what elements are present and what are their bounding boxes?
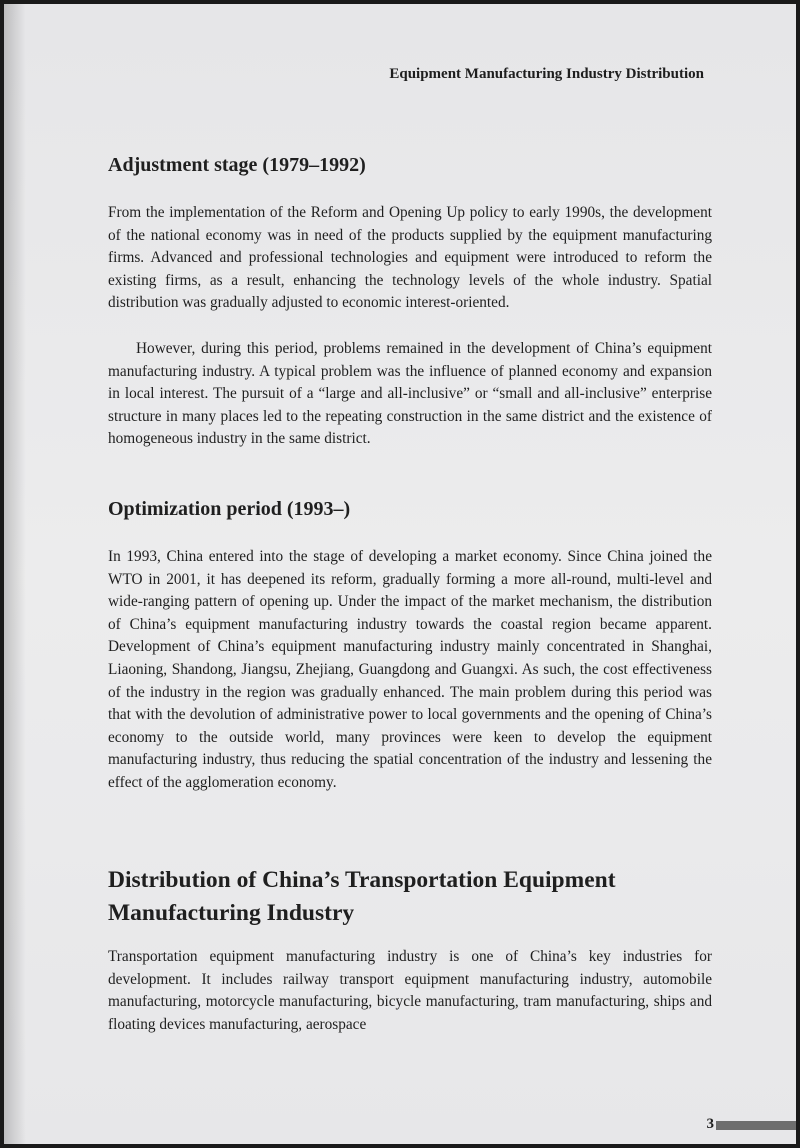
- paragraph-transportation-1: Transportation equipment manufacturing industry is one of China’s key industries for development. It includes railway transport equipment manufacturing industry, automobile manufacturing, motorcycle manufacturing, bicycle manufacturing, tram manufacturing, ships and floating devices manufacturing, aerospace: [108, 948, 712, 1033]
- section-heading-optimization-period: Optimization period (1993–): [108, 498, 351, 520]
- page-number-tab: [716, 1121, 796, 1130]
- paragraph-adjustment-2: However, during this period, problems remained in the development of China’s equipment manufacturing industry. A typical problem was the influence of planned economy and expansion in local interest. The pursuit of a “large and all-inclusive” or “small and all-inclusive” enterprise structure in many places led to the repeating construction in the same district and the existence of homogeneous industry in the same district.: [108, 340, 712, 448]
- running-head: Equipment Manufacturing Industry Distribution: [389, 66, 704, 82]
- book-page: [4, 4, 796, 1144]
- page-gutter-shadow: [4, 4, 26, 1144]
- paragraph-adjustment-1: From the implementation of the Reform and Opening Up policy to early 1990s, the development of the national economy was in need of the products supplied by the equipment manufacturing firms. Advanced and professional technologies and equipment were introduced to reform the existing firms, as a result, enhancing the technology levels of the whole industry. Spatial distribution was gradually adjusted to economic interest-oriented.: [108, 204, 712, 312]
- paragraph-optimization-1: In 1993, China entered into the stage of developing a market economy. Since China joined the WTO in 2001, it has deepened its reform, gradually forming a more all-round, multi-level and wide-ranging pattern of opening up. Under the impact of the market mechanism, the distribution of China’s equipment manufacturing industry towards the coastal region became apparent. Development of China’s equipment manufacturing industry mainly concentrated in Shanghai, Liaoning, Shandong, Jiangsu, Zhejiang, Guangdong and Guangxi. As such, the cost effectiveness of the industry in the region was gradually enhanced. The main problem during this period was that with the devolution of administrative power to local governments and the opening of China’s economy to the outside world, many provinces were keen to develop the equipment manufacturing industry, thus reducing the spatial concentration of the industry and lessening the effect of the agglomeration economy.: [108, 548, 712, 791]
- page-number: 3: [706, 1116, 714, 1132]
- section-heading-adjustment-stage: Adjustment stage (1979–1992): [108, 154, 366, 176]
- chapter-heading-transportation-equipment: Distribution of China’s Transportation Equipment Manufacturing Industry: [108, 867, 616, 926]
